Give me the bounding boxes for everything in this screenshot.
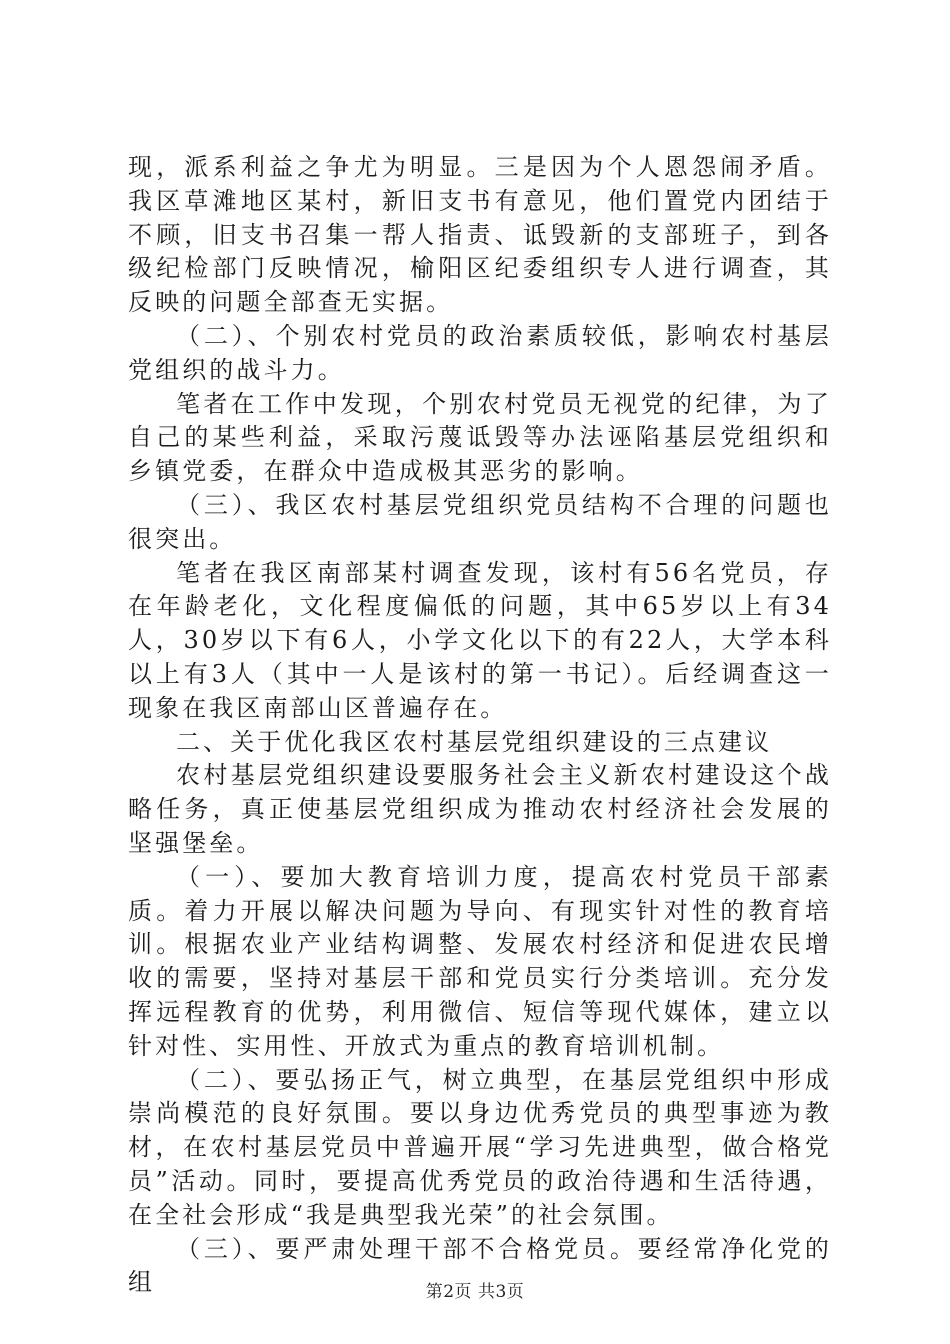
document-body (128, 151, 832, 1300)
section-heading: 二、关于优化我区农村基层党组织建设的三点建议 (176, 727, 773, 756)
page-footer: 第2页 共3页 (425, 1282, 525, 1302)
paragraph-9: （二）、要弘扬正气，树立典型，在基层党组织中形成崇尚模范的良好氛围。要以身边优秀党员的典型事迹为教材，在农村基层党员中普遍开展“学习先进典型，做合格党员”活动。同时，要提高优秀党员的政治待遇和生活待遇，在全社会形成“我是典型我光荣”的社会氛围。 (128, 1065, 832, 1229)
paragraph-1: 现，派系利益之争尤为明显。三是因为个人恩怨闹矛盾。我区草滩地区某村，新旧支书有意见，他们置党内团结于不顾，旧支书召集一帮人指责、诋毁新的支部班子，到各级纪检部门反映情况，榆阳区纪委组织专人进行调查，其反映的问题全部查无实据。 (128, 153, 832, 317)
paragraph-8: （一）、要加大教育培训力度，提高农村党员干部素质。着力开展以解决问题为导向、有现实针对性的教育培训。根据农业产业结构调整、发展农村经济和促进农民增收的需要，坚持对基层干部和党员实行分类培训。充分发挥远程教育的优势，利用微信、短信等现代媒体，建立以针对性、实用性、开放式为重点的教育培训机制。 (128, 862, 832, 1060)
paragraph-5: 笔者在我区南部某村调查发现，该村有56名党员，存在年龄老化，文化程度偏低的问题，其中65岁以上有34人，30岁以下有6人，小学文化以下的有22人，大学本科以上有3人（其中一人是该村的第一书记）。后经调查这一现象在我区南部山区普遍存在。 (128, 558, 832, 722)
paragraph-10: （三）、要严肃处理干部不合格党员。要经常净化党的组 (128, 1234, 832, 1297)
paragraph-7: 农村基层党组织建设要服务社会主义新农村建设这个战略任务，真正使基层党组织成为推动农村经济社会发展的坚强堡垒。 (128, 761, 832, 857)
paragraph-3: 笔者在工作中发现，个别农村党员无视党的纪律，为了自己的某些利益，采取污蔑诋毁等办法诬陷基层党组织和乡镇党委，在群众中造成极其恶劣的影响。 (128, 389, 832, 486)
paragraph-2-heading: （二）、个别农村党员的政治素质较低，影响农村基层党组织的战斗力。 (128, 321, 832, 384)
paragraph-4-heading: （三）、我区农村基层党组织党员结构不合理的问题也很突出。 (128, 490, 832, 553)
